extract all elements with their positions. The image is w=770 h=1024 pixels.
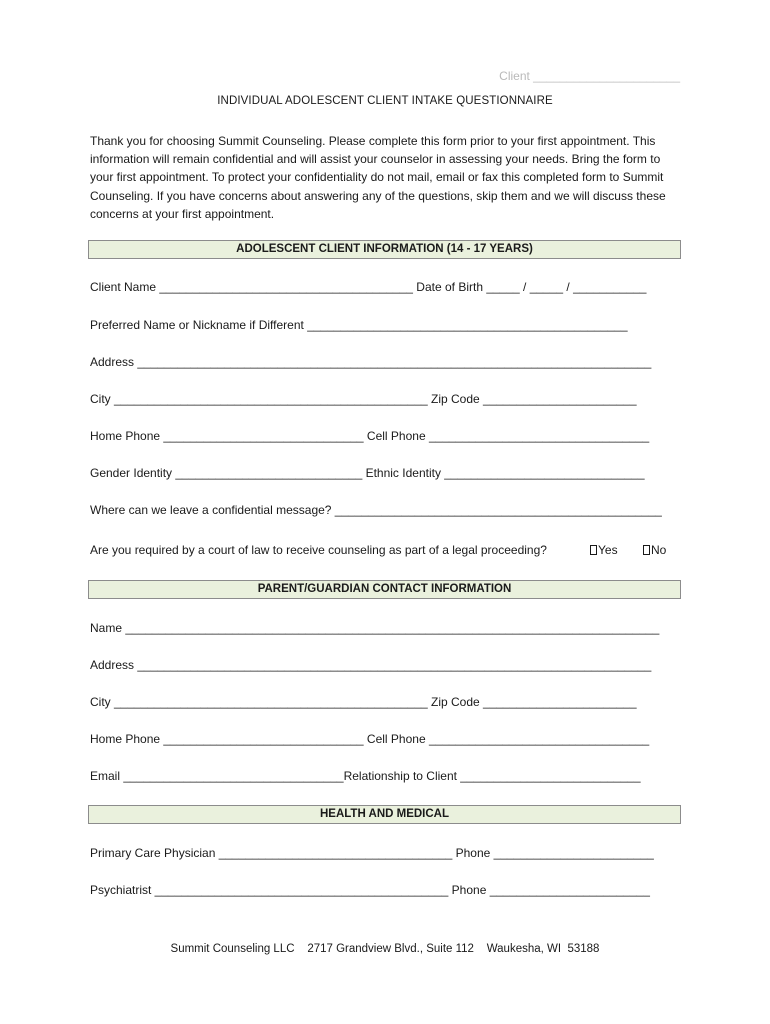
- yes-label: Yes: [598, 543, 618, 557]
- client-id-field[interactable]: Client ______________________: [499, 69, 680, 83]
- form-title: INDIVIDUAL ADOLESCENT CLIENT INTAKE QUESTIONNAIRE: [217, 95, 553, 107]
- court-question: Are you required by a court of law to receive counseling as part of a legal proceeding?: [90, 543, 547, 557]
- court-no-option[interactable]: [643, 543, 666, 557]
- section-header-health: HEALTH AND MEDICAL: [88, 805, 681, 824]
- no-label: No: [651, 543, 667, 557]
- intro-paragraph: Thank you for choosing Summit Counseling. Please complete this form prior to your first appointment. This information will remain confidential and will assist your counselor in assessing your needs. Bring the form to your first appointment. To protect your confidentiality do not mail, email or fax this completed form to Summit Counseling. If you have concerns about answering any of the questions, skip them and we will discuss these concerns at your first appointment.: [90, 134, 666, 221]
- parent-email-relationship-line[interactable]: Email _________________________________Relationship to Client ___________________________: [90, 769, 641, 783]
- section-header-parent: PARENT/GUARDIAN CONTACT INFORMATION: [88, 580, 681, 599]
- client-name-dob-line[interactable]: Client Name ______________________________________ Date of Birth _____ / _____ / ___________: [90, 280, 647, 294]
- client-phone-line[interactable]: Home Phone ______________________________ Cell Phone _________________________________: [90, 429, 650, 443]
- yes-checkbox[interactable]: [590, 545, 597, 555]
- parent-name-line[interactable]: Name ________________________________________________________________________________: [90, 621, 660, 635]
- parent-city-zip-line[interactable]: City _______________________________________________ Zip Code _______________________: [90, 695, 637, 709]
- parent-phone-line[interactable]: Home Phone ______________________________ Cell Phone _________________________________: [90, 732, 650, 746]
- client-address-line[interactable]: Address _____________________________________________________________________________: [90, 355, 652, 369]
- no-checkbox[interactable]: [643, 545, 650, 555]
- court-yes-option[interactable]: [590, 543, 618, 557]
- section-header-adolescent: ADOLESCENT CLIENT INFORMATION (14 - 17 YEARS): [88, 240, 681, 259]
- parent-address-line[interactable]: Address _____________________________________________________________________________: [90, 658, 652, 672]
- confidential-message-line[interactable]: Where can we leave a confidential message? _________________________________________________: [90, 503, 662, 517]
- client-city-zip-line[interactable]: City _______________________________________________ Zip Code _______________________: [90, 392, 637, 406]
- identity-line[interactable]: Gender Identity ____________________________ Ethnic Identity ______________________________: [90, 466, 645, 480]
- footer-address: Summit Counseling LLC 2717 Grandview Blvd., Suite 112 Waukesha, WI 53188: [170, 943, 600, 955]
- primary-care-line[interactable]: Primary Care Physician ___________________________________ Phone ________________________: [90, 846, 654, 860]
- psychiatrist-line[interactable]: Psychiatrist ____________________________________________ Phone ________________________: [90, 883, 650, 897]
- preferred-name-line[interactable]: Preferred Name or Nickname if Different ________________________________________________: [90, 318, 628, 332]
